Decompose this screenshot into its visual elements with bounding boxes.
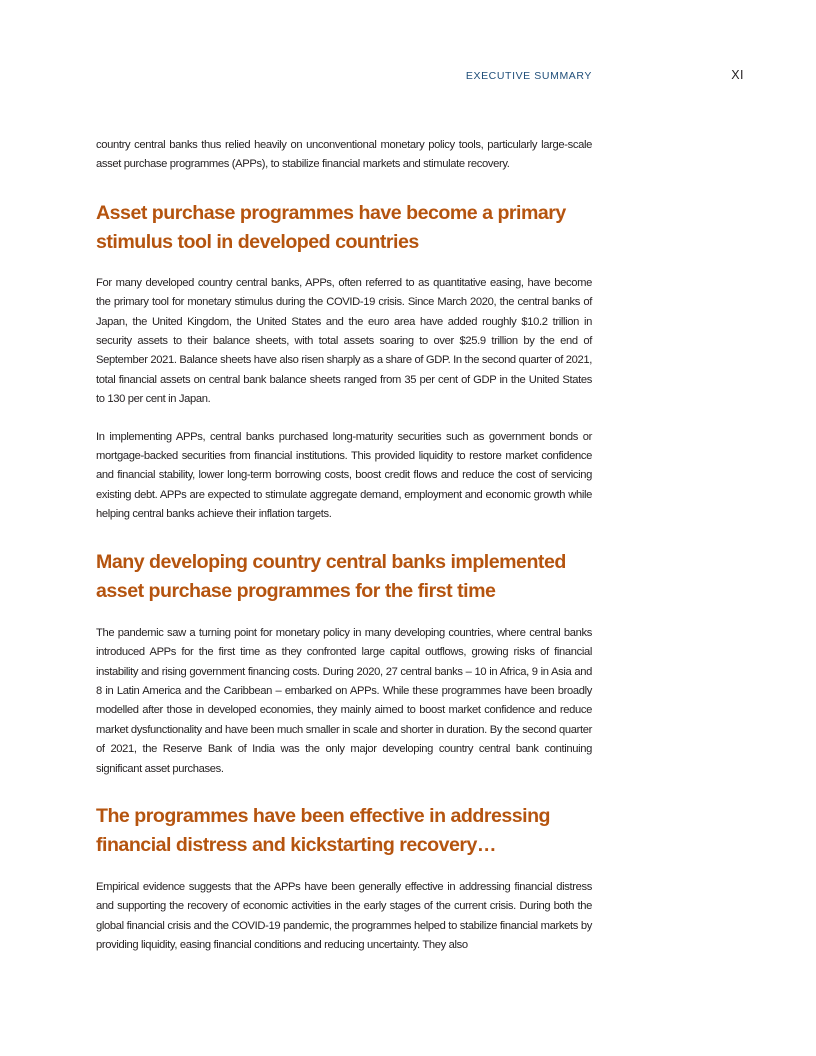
- body-paragraph: For many developed country central banks, APPs, often referred to as quantitative easing, have become the primary tool for monetary stimulus during the COVID-19 crisis. Since March 2020, the central banks of Japan, the United Kingdom, the United States and the euro area have added roughly $10.2 trillion in security assets to their balance sheets, with total assets soaring to over $25.9 trillion by the end of September 2021. Balance sheets have also risen sharply as a share of GDP. In the second quarter of 2021, total financial assets on central bank balance sheets ranged from 35 per cent of GDP in the United States to 130 per cent in Japan.: [96, 276, 592, 406]
- body-paragraph: Empirical evidence suggests that the APPs have been generally effective in addressing financial distress and supporting the recovery of economic activities in the early stages of the current crisis. During both the global financial crisis and the COVID-19 pandemic, the programmes helped to stabilize financial markets by providing liquidity, easing financial conditions and reducing uncertainty. They also: [96, 880, 592, 952]
- body-paragraph: In implementing APPs, central banks purchased long-maturity securities such as government bonds or mortgage-backed securities from financial institutions. This provided liquidity to restore market confidence and financial stability, lower long-term borrowing costs, boost credit flows and reduce the cost of servicing existing debt. APPs are expected to stimulate aggregate demand, employment and economic growth while helping central banks achieve their inflation targets.: [96, 430, 592, 521]
- section-heading-developing-country-central-banks: Many developing country central banks implemented asset purchase programmes for the first time: [96, 550, 566, 602]
- running-header-section-label: EXECUTIVE SUMMARY: [465, 70, 592, 82]
- section-heading-asset-purchase-programmes: Asset purchase programmes have become a primary stimulus tool in developed countries: [96, 201, 566, 253]
- page-body: [96, 136, 592, 956]
- body-paragraph: The pandemic saw a turning point for monetary policy in many developing countries, where central banks introduced APPs for the first time as they confronted large capital outflows, growing risks of financial instability and rising government financing costs. During 2020, 27 central banks – 10 in Africa, 9 in Asia and 8 in Latin America and the Caribbean – embarked on APPs. While these programmes have been broadly modelled after those in developed economies, they mainly aimed to boost market confidence and reduce market dysfunctionality and have been much smaller in scale and shorter in duration. By the second quarter of 2021, the Reserve Bank of India was the only major developing country central bank continuing significant asset purchases.: [96, 626, 592, 775]
- section-heading-programmes-effective: The programmes have been effective in addressing financial distress and kickstarting recovery…: [96, 804, 551, 856]
- intro-paragraph: country central banks thus relied heavily on unconventional monetary policy tools, particularly large-scale asset purchase programmes (APPs), to stabilize financial markets and stimulate recovery.: [96, 139, 592, 171]
- page-number: XI: [731, 68, 744, 82]
